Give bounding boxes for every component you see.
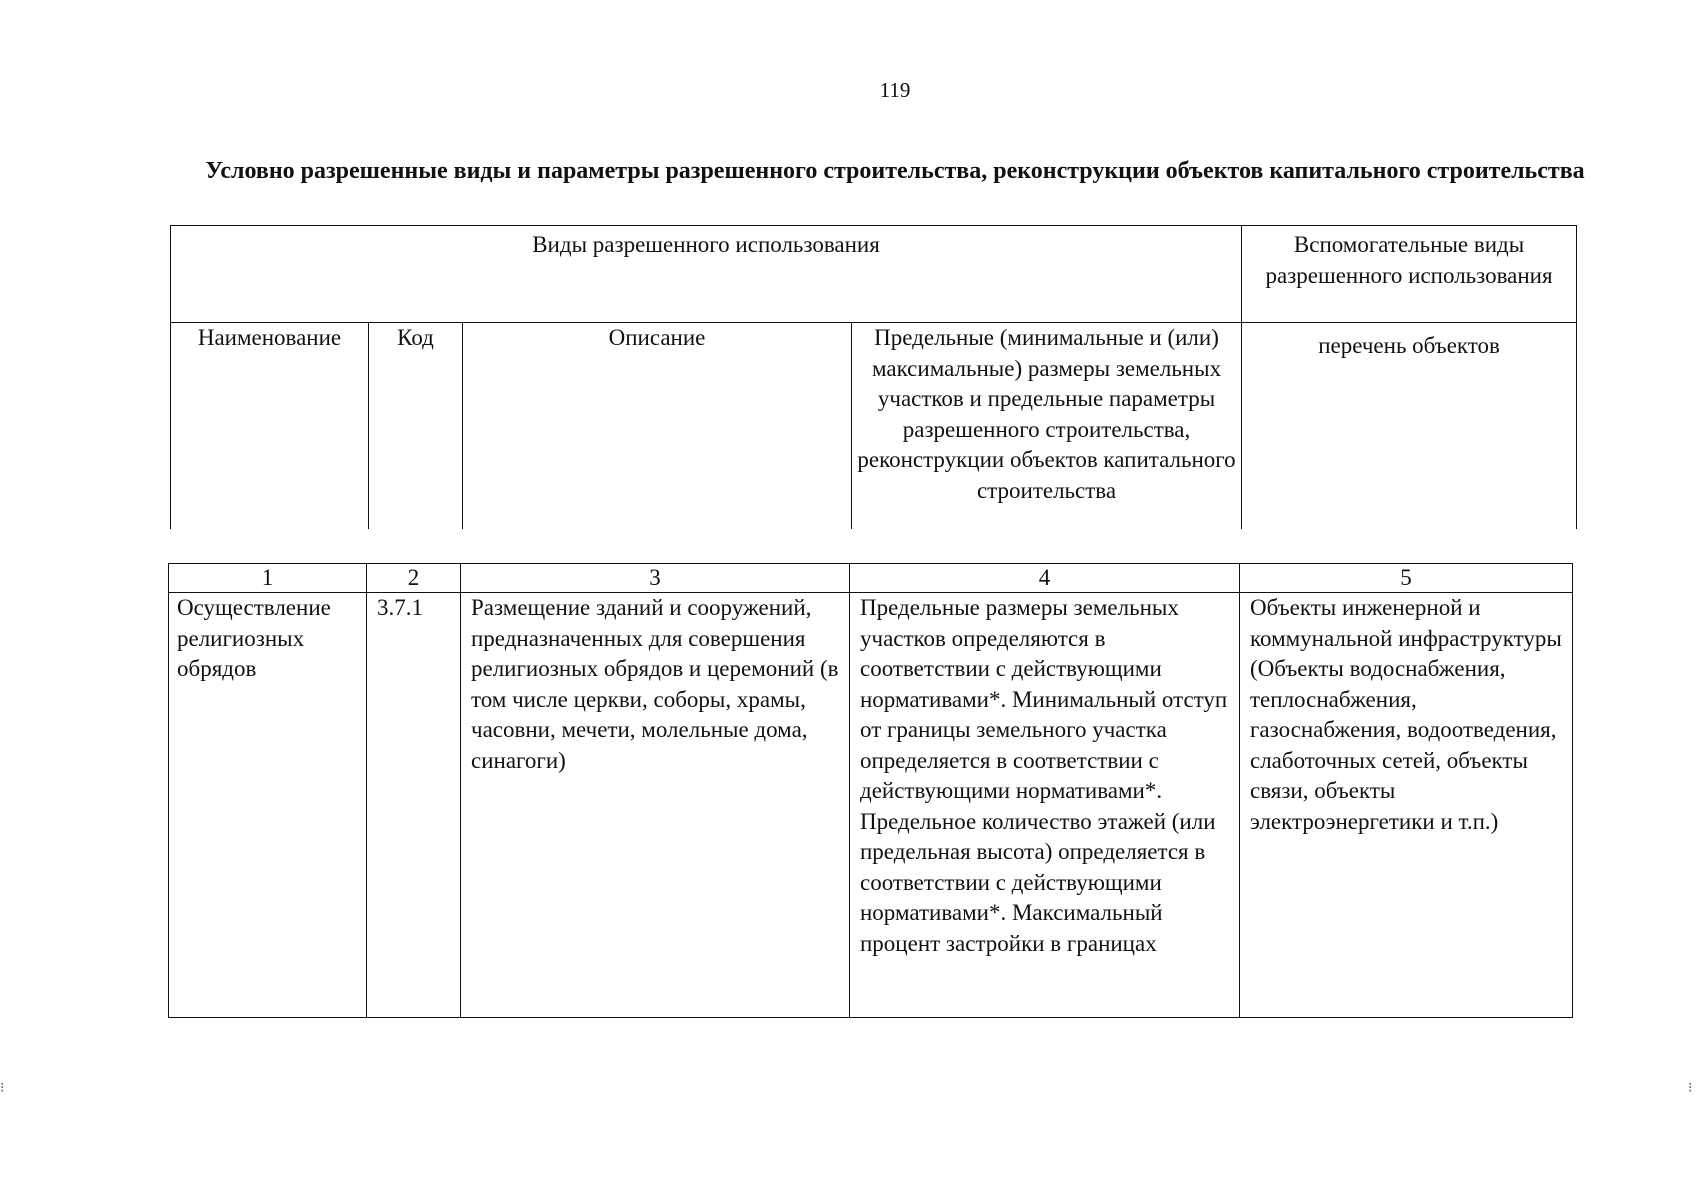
- table-row: [169, 593, 1573, 1018]
- cell-aux-objects: Объекты инженерной и коммунальной инфраструктуры (Объекты водоснабжения, теплоснабжения, газоснабжения, водоотведения, слаботочных сетей, объекты связи, объекты электроэнергетики и т.п.): [1240, 593, 1573, 1018]
- header-group-main: Виды разрешенного использования: [171, 226, 1242, 323]
- column-number: 3: [461, 564, 850, 593]
- header-col-code: Код: [369, 323, 463, 530]
- cell-name: Осуществление религиозных обрядов: [169, 593, 367, 1018]
- cell-description: Размещение зданий и сооружений, предназначенных для совершения религиозных обрядов и церемоний (в том числе церкви, соборы, храмы, часовни, мечети, молельные дома, синагоги): [461, 593, 850, 1018]
- column-number: 4: [850, 564, 1240, 593]
- header-col-name: Наименование: [171, 323, 369, 530]
- right-edge-mark: ⁝: [1688, 1081, 1693, 1096]
- header-col-limits: Предельные (минимальные и (или) максимальные) размеры земельных участков и предельные параметры разрешенного строительства, реконструкции объектов капитального строительства: [852, 323, 1242, 530]
- page-number: 119: [879, 78, 911, 102]
- page-title: Условно разрешенные виды и параметры разрешенного строительства, реконструкции объектов капитального строительства: [205, 158, 1585, 184]
- left-edge-mark: ⁝: [0, 1081, 5, 1096]
- column-number: 1: [169, 564, 367, 593]
- column-number: 5: [1240, 564, 1573, 593]
- cell-code: 3.7.1: [367, 593, 461, 1018]
- header-group-aux: Вспомогательные виды разрешенного использования: [1242, 226, 1577, 323]
- header-col-description: Описание: [463, 323, 852, 530]
- cell-limits: Предельные размеры земельных участков определяются в соответствии с действующими нормативами*. Минимальный отступ от границы земельного участка определяется в соответствии с действующими нормативами*. Предельное количество этажей (или предельная высота) определяется в соответствии с действующими нормативами*. Максимальный процент застройки в границах: [850, 593, 1240, 1018]
- header-table: [170, 225, 1577, 529]
- header-col-aux-list: перечень объектов: [1242, 323, 1577, 530]
- column-number: 2: [367, 564, 461, 593]
- data-table: [168, 563, 1573, 1018]
- column-number-row: [169, 564, 1573, 593]
